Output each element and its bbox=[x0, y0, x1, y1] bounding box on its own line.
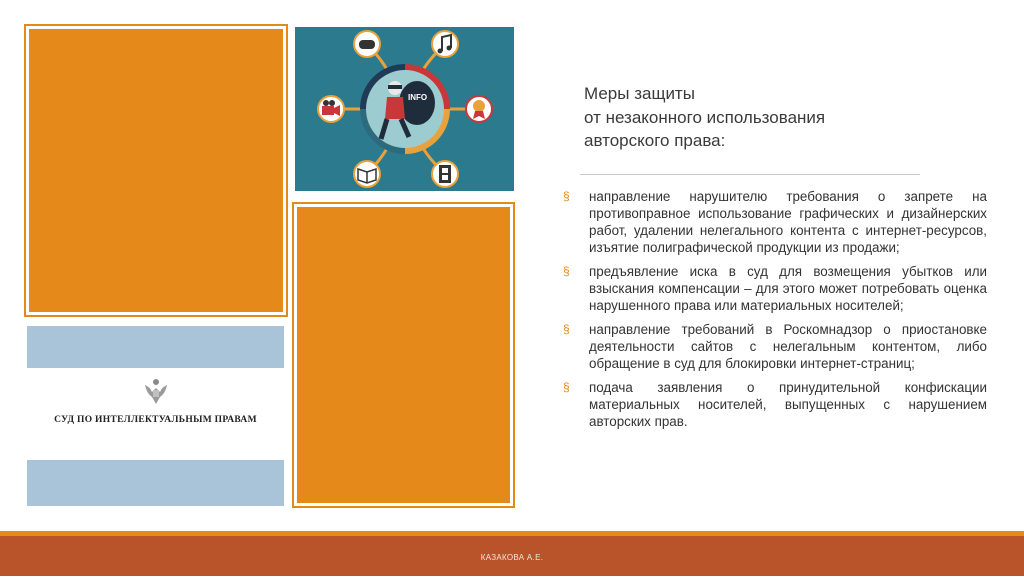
orange-tile-left bbox=[24, 24, 288, 317]
title-line-3: авторского права: bbox=[584, 131, 726, 150]
footer-bar bbox=[0, 536, 1024, 576]
award-ribbon-icon bbox=[466, 96, 492, 122]
court-banner-image bbox=[27, 326, 284, 506]
book-icon bbox=[354, 161, 380, 187]
gamepad-icon bbox=[354, 31, 380, 57]
protection-measures-list bbox=[563, 188, 987, 437]
list-item-text: направление нарушителю требования о запрете на противоправное использование графических и дизайнерских работ, удалении нелегального контента с интернет-ресурсов, изъятие полиграфической продукции из продажи; bbox=[589, 189, 987, 255]
slide-title bbox=[584, 82, 984, 153]
list-item-text: направление требований в Роскомнадзор о приостановке деятельности сайтов с нелегальным контентом, либо обращение в суд для блокировки интернет-страниц; bbox=[589, 322, 987, 371]
piracy-illustration bbox=[295, 27, 514, 191]
bullet-marker: § bbox=[563, 322, 570, 336]
footer-author: КАЗАКОВА А.Е. bbox=[480, 553, 544, 562]
title-divider bbox=[580, 174, 920, 175]
info-badge: INFO bbox=[408, 93, 428, 102]
list-item-text: предъявление иска в суд для возмещения убытков или взыскания компенсации – для этого может потребовать оценка нарушенного права или материальных носителей; bbox=[589, 264, 987, 313]
list-item bbox=[563, 379, 987, 430]
film-strip-icon bbox=[432, 161, 458, 187]
title-line-1: Меры защиты bbox=[584, 84, 695, 103]
orange-tile-middle bbox=[292, 202, 515, 508]
list-item bbox=[563, 188, 987, 256]
bullet-marker: § bbox=[563, 189, 570, 203]
music-note-icon bbox=[432, 31, 458, 57]
eagle-emblem-icon bbox=[141, 376, 171, 406]
list-item bbox=[563, 263, 987, 314]
bullet-marker: § bbox=[563, 380, 570, 394]
court-name: СУД ПО ИНТЕЛЛЕКТУАЛЬНЫМ ПРАВАМ bbox=[54, 415, 257, 425]
list-item bbox=[563, 321, 987, 372]
list-item-text: подача заявления о принудительной конфискации материальных носителей, выпущенных с нарушением авторских прав. bbox=[589, 380, 987, 429]
bullet-marker: § bbox=[563, 264, 570, 278]
video-camera-icon bbox=[318, 96, 344, 122]
title-line-2: от незаконного использования bbox=[584, 107, 826, 127]
